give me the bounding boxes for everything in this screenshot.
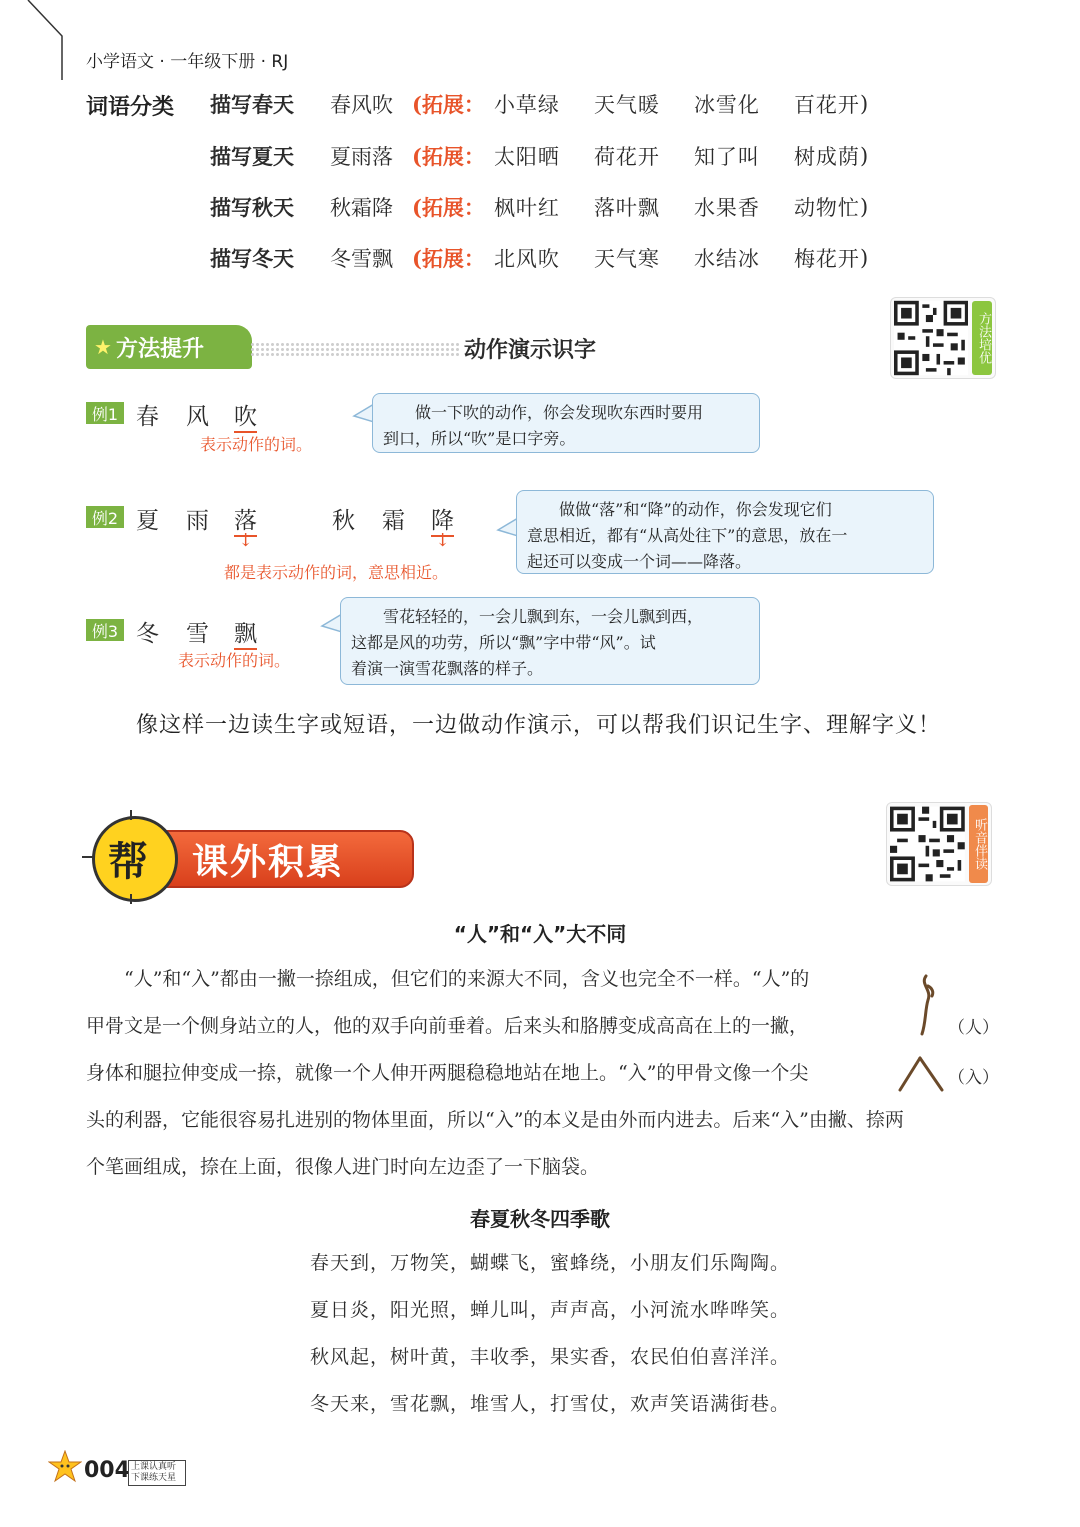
bubble-tail [496,514,518,540]
example-note: 表示动作的词。 [178,651,291,670]
article-line: “人”和“入”都由一撇一捺组成，但它们的来源大不同，含义也完全不一样。“人”的 [124,968,810,990]
bubble-line: 做做“落”和“降”的动作，你会发现它们 [559,500,832,519]
method-summary: 像这样一边读生字或短语，一边做动作演示，可以帮我们识记生字、理解字义！ [136,713,942,738]
bubble-line: 到口，所以“吹”是口字旁。 [383,429,576,448]
method-title: 动作演示识字 [464,338,597,363]
row-main-word: 冬雪飘 [330,247,393,271]
method-banner [86,325,252,369]
example-tag: 例3 [86,619,124,641]
extension-word: 知了叫 [693,145,760,169]
classification-row [210,86,868,122]
badge-label: 帮 [108,839,148,885]
method-banner-label: 方法提升 [115,336,204,362]
oracle-ru-glyph [896,1054,946,1094]
extension-word: 动物忙 [793,196,860,220]
qr-side-label: 听音伴读 [969,805,988,883]
qr-side-label: 方法培优 [972,301,992,375]
example-char: 雪 [186,621,209,647]
article-title: “人”和“入”大不同 [453,922,627,946]
close-paren: ) [859,144,869,168]
example-tag: 例2 [86,506,124,528]
example-note: 都是表示动作的词，意思相近。 [224,563,449,582]
extension-word: 百花开 [793,93,860,117]
down-arrow-icon: ↓ [238,530,254,551]
article-line: 头的利器，它能很容易扎进别的物体里面，所以“入”的本义是由外而内进去。后来“入”由撇、捺两 [86,1109,904,1131]
example-tag: 例1 [86,402,124,424]
star-icon: ★ [94,335,112,359]
article-line: 身体和腿拉伸变成一捺，就像一个人伸开两腿稳稳地站在地上。“入”的甲骨文像一个尖 [86,1062,809,1084]
close-paren: ) [859,246,869,270]
poem-line: 冬天来，雪花飘，堆雪人，打雪仗，欢声笑语满街巷。 [310,1393,791,1415]
open-paren: ( [412,143,422,169]
explanation-bubble [516,490,934,574]
poem-line: 夏日炎，阳光照，蝉儿叫，声声高，小河流水哗哗笑。 [310,1299,791,1321]
extension-word: 落叶飘 [593,196,660,220]
bubble-line: 意思相近，都有“从高处往下”的意思，放在一 [527,526,848,545]
down-arrow-icon: ↓ [435,530,451,551]
open-paren: ( [412,245,422,271]
row-category: 描写春天 [210,92,294,117]
example-char: 夏 [136,508,159,534]
oracle-label: （入） [948,1068,999,1088]
classification-row [210,189,868,225]
row-main-word: 秋霜降 [330,196,393,220]
dotted-divider [250,342,460,356]
extension-word: 枫叶红 [493,196,560,220]
example-char: 秋 [332,508,355,534]
qr-code-card[interactable] [886,802,992,886]
qr-code-icon[interactable] [894,300,968,376]
row-category: 描写冬天 [210,246,294,271]
example-note: 表示动作的词。 [200,435,313,454]
badge-tick [82,856,94,858]
bubble-line: 着演一演雪花飘落的样子。 [351,659,544,678]
corner-decoration [0,0,70,80]
example-char: 春 [136,404,159,430]
explanation-bubble [372,393,760,453]
example-char: 霜 [382,508,405,534]
row-category: 描写夏天 [210,144,294,169]
example-char-highlight: 降 [431,502,454,537]
explanation-bubble [340,597,760,685]
article-line: 甲骨文是一个侧身站立的人，他的双手向前垂着。后来头和胳膊变成高高在上的一撇， [86,1015,809,1037]
example-char-highlight: 飘 [234,615,257,650]
poem-title: 春夏秋冬四季歌 [470,1207,610,1231]
slogan-line: 上课认真听 [131,1462,177,1472]
open-paren: ( [412,91,422,117]
bubble-tail [352,400,374,426]
row-category: 描写秋天 [210,195,294,220]
qr-code-card[interactable] [890,297,996,379]
extension-word: 树成荫 [793,145,860,169]
oracle-label: （人） [948,1018,999,1038]
badge-tick [130,894,132,904]
article-line: 个笔画组成，捺在上面，很像人进门时向左边歪了一下脑袋。 [86,1156,600,1178]
example-char-highlight: 吹 [234,398,257,433]
row-main-word: 夏雨落 [330,145,393,169]
example-char: 冬 [136,621,159,647]
extension-word: 水果香 [693,196,760,220]
extension-word: 荷花开 [593,145,660,169]
extension-label: 拓展： [421,92,485,117]
oracle-ren-glyph [908,972,948,1038]
classification-label: 词语分类 [86,95,175,120]
extension-word: 冰雪化 [693,93,760,117]
extension-word: 天气暖 [593,93,660,117]
bubble-tail [320,610,342,636]
extension-word: 天气寒 [593,247,660,271]
example-char: 雨 [186,508,209,534]
extension-label: 拓展： [421,195,485,220]
row-main-word: 春风吹 [330,93,393,117]
article-body [86,956,906,1191]
page-number: 004 [84,1458,130,1483]
slogan-line: 下课练天星 [131,1473,177,1483]
star-mascot-icon [48,1450,82,1484]
page-header: 小学语文 · 一年级下册 · RJ [86,52,289,72]
extension-word: 北风吹 [493,247,560,271]
bubble-line: 雪花轻轻的，一会儿飘到东，一会儿飘到西， [383,607,704,626]
badge-tick [130,810,132,820]
close-paren: ) [859,92,869,116]
extension-word: 水结冰 [693,247,760,271]
qr-code-icon[interactable] [890,805,965,883]
bubble-line: 这都是风的功劳，所以“飘”字中带“风”。试 [351,633,656,652]
extra-banner-label: 课外积累 [192,842,345,883]
open-paren: ( [412,194,422,220]
poem-line: 春天到，万物笑，蝴蝶飞，蜜蜂绕，小朋友们乐陶陶。 [310,1252,791,1274]
footer-slogan [128,1460,186,1486]
extra-banner [86,812,416,902]
extension-label: 拓展： [421,144,485,169]
extension-word: 小草绿 [493,93,560,117]
example-char: 风 [186,404,209,430]
example-char-highlight: 落 [234,502,257,537]
poem-line: 秋风起，树叶黄，丰收季，果实香，农民伯伯喜洋洋。 [310,1346,791,1368]
extension-label: 拓展： [421,246,485,271]
extension-word: 梅花开 [793,247,860,271]
classification-row [210,240,868,276]
bubble-line: 起还可以变成一个词——降落。 [527,552,752,571]
classification-row [210,138,868,174]
bubble-line: 做一下吹的动作，你会发现吹东西时要用 [415,403,704,422]
extension-word: 太阳晒 [493,145,560,169]
close-paren: ) [859,195,869,219]
